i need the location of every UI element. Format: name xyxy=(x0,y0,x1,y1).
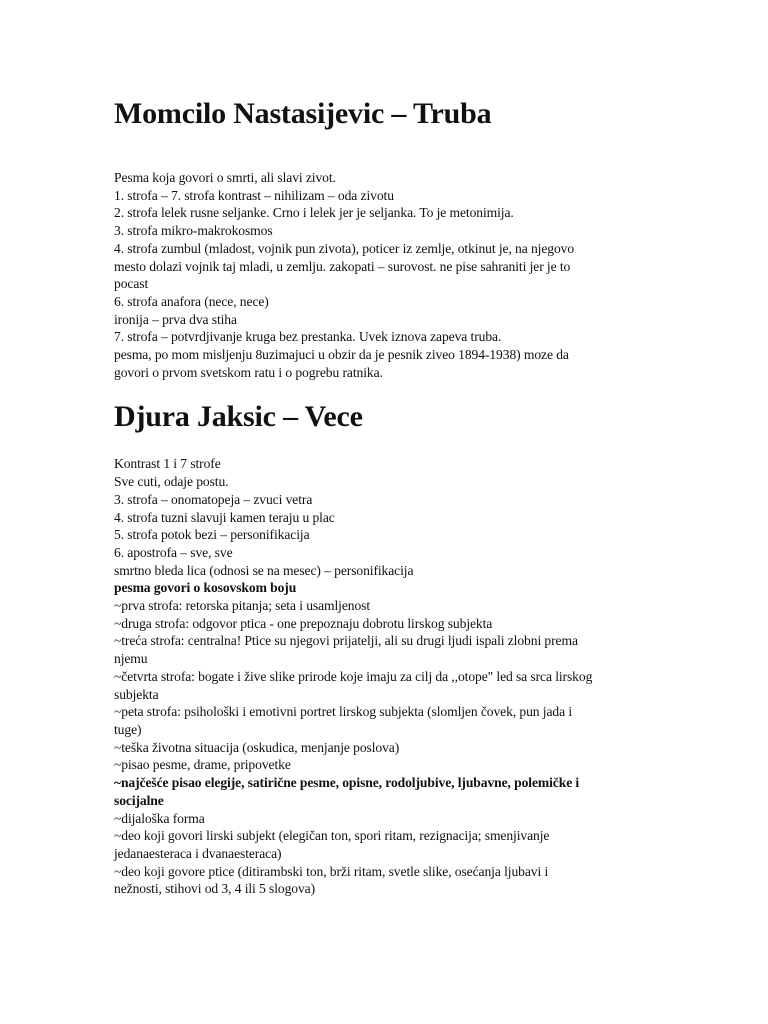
section-title-vece: Djura Jaksic – Vece xyxy=(114,400,363,434)
text-line: Kontrast 1 i 7 strofe xyxy=(114,456,221,472)
text-line: Pesma koja govori o smrti, ali slavi zivot. xyxy=(114,170,336,185)
text-line: pocast xyxy=(114,276,149,292)
text-line: ~peta strofa: psihološki i emotivni portret lirskog subjekta (slomljen čovek, pun jada i xyxy=(114,704,573,720)
document-page xyxy=(114,92,674,898)
section-body-truba xyxy=(114,169,674,381)
text-line: ~deo koji govori lirski subjekt (elegičan ton, spori ritam, rezignacija; smenjivanje xyxy=(114,828,550,844)
text-line: tuge) xyxy=(114,721,142,737)
bold-text-line: pesma govori o kosovskom boju xyxy=(114,580,297,596)
text-line: 4. strofa tuzni slavuji kamen teraju u plac xyxy=(114,509,335,525)
text-line: ~deo koji govore ptice (ditirambski ton, brži ritam, svetle slike, osećanja ljubavi i xyxy=(114,863,549,879)
text-line: ~druga strofa: odgovor ptica - one prepoznaju dobrotu lirskog subjekta xyxy=(114,615,493,631)
text-line: 3. strofa – onomatopeja – zvuci vetra xyxy=(114,491,313,507)
text-line: jedanaesteraca i dvanaesteraca) xyxy=(114,845,282,861)
text-line: 5. strofa potok bezi – personifikacija xyxy=(114,527,310,543)
text-line: smrtno bleda lica (odnosi se na mesec) – personifikacija xyxy=(114,562,414,578)
text-line: 3. strofa mikro-makrokosmos xyxy=(114,223,273,239)
text-line: 6. strofa anafora (nece, nece) xyxy=(114,293,269,309)
text-line: subjekta xyxy=(114,686,159,702)
text-line: ironija – prva dva stiha xyxy=(114,311,237,327)
text-line: 6. apostrofa – sve, sve xyxy=(114,544,233,560)
text-line: ~prva strofa: retorska pitanja; seta i usamljenost xyxy=(114,598,371,614)
text-line: ~teška životna situacija (oskudica, menjanje poslova) xyxy=(114,739,400,755)
text-line: ~treća strofa: centralna! Ptice su njegovi prijatelji, ali su drugi ljudi ispali zlobni prema xyxy=(114,633,578,649)
text-line: njemu xyxy=(114,651,148,667)
section-body-vece xyxy=(114,455,674,898)
text-line: ~pisao pesme, drame, pripovetke xyxy=(114,757,291,773)
text-line: 7. strofa – potvrdjivanje kruga bez prestanka. Uvek iznova zapeva truba. xyxy=(114,329,502,345)
text-line: govori o prvom svetskom ratu i o pogrebu ratnika. xyxy=(114,364,383,380)
text-line: ~četvrta strofa: bogate i žive slike prirode koje imaju za cilj da ,,otope" led sa srca lirskog xyxy=(114,668,593,684)
section-title-truba: Momcilo Nastasijevic – Truba xyxy=(114,97,492,130)
text-line: ~dijaloška forma xyxy=(114,810,205,826)
text-line: 1. strofa – 7. strofa kontrast – nihilizam – oda zivotu xyxy=(114,187,394,203)
bold-text-line: ~najčešće pisao elegije, satirične pesme, opisne, rodoljubive, ljubavne, polemičke i xyxy=(114,775,580,791)
text-line: 2. strofa lelek rusne seljanke. Crno i lelek jer je seljanka. To je metonimija. xyxy=(114,205,514,221)
text-line: 4. strofa zumbul (mladost, vojnik pun zivota), poticer iz zemlje, otkinut je, na njegovo xyxy=(114,240,575,256)
text-line: nežnosti, stihovi od 3, 4 ili 5 slogova) xyxy=(114,881,316,897)
text-line: mesto dolazi vojnik taj mladi, u zemlju. zakopati – surovost. ne pise sahraniti jer je to xyxy=(114,258,571,274)
text-line: Sve cuti, odaje postu. xyxy=(114,474,229,490)
bold-text-line: socijalne xyxy=(114,792,164,808)
text-line: pesma, po mom misljenju 8uzimajuci u obzir da je pesnik ziveo 1894-1938) moze da xyxy=(114,347,569,363)
